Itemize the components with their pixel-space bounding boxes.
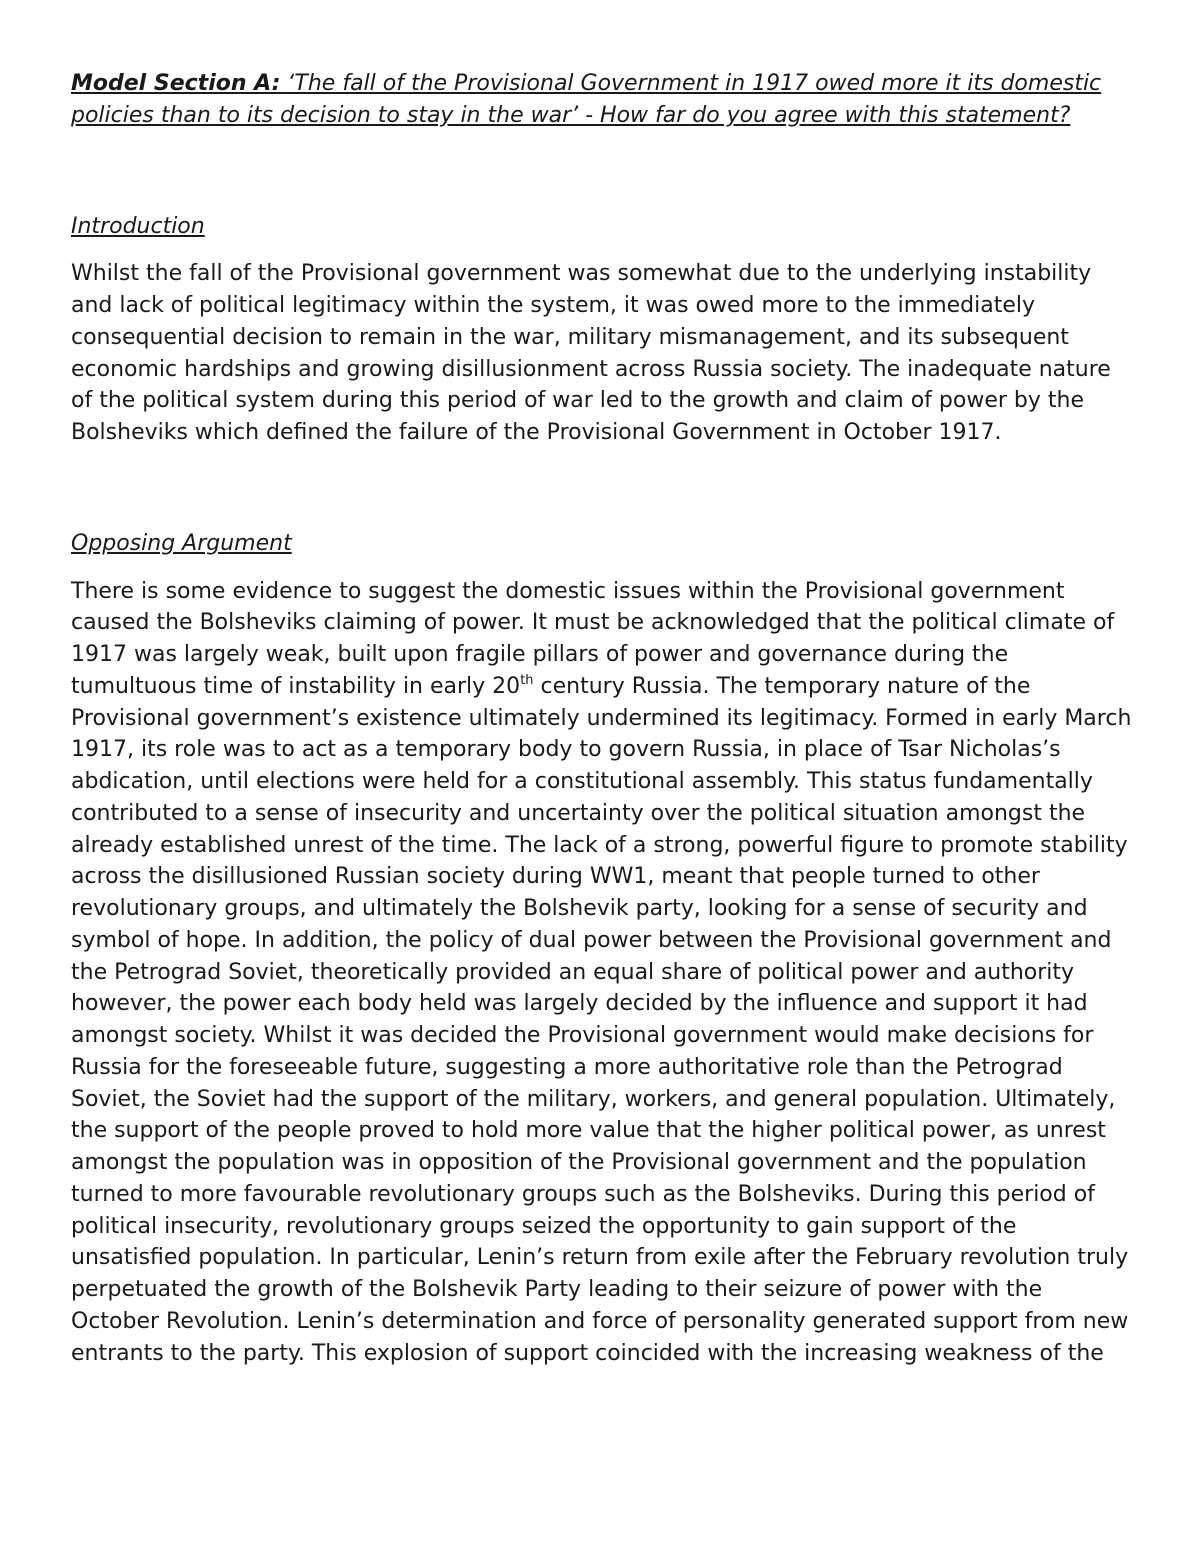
ordinal-superscript: th (520, 672, 534, 688)
opposing-text-part-1: There is some evidence to suggest the domestic issues within the Provisional government caused the Bolsheviks claiming of power. It must be acknowledged that the political climate of 1917 was largely weak, built upon fragile pillars of power and governance during the tumultuous time of instability in early 20 (71, 578, 1115, 699)
document-title (71, 68, 1133, 132)
opposing-argument-paragraph (71, 576, 1133, 1370)
opposing-argument-heading: Opposing Argument (71, 530, 292, 556)
title-section-label: Model Section A: (71, 71, 281, 96)
introduction-paragraph: Whilst the fall of the Provisional government was somewhat due to the underlying instability and lack of political legitimacy within the system, it was owed more to the immediately consequential decision to remain in the war, military mismanagement, and its subsequent economic hardships and growing disillusionment across Russia society. The inadequate nature of the political system during this period of war led to the growth and claim of power by the Bolsheviks which defined the failure of the Provisional Government in October 1917. (71, 261, 1111, 445)
document-page (71, 68, 1133, 1369)
opposing-text-part-2: century Russia. The temporary nature of the Provisional government’s existence ultimately undermined its legitimacy. Formed in early March 1917, its role was to act as a temporary body to govern Russia, in place of Tsar Nicholas’s abdication, until elections were held for a constitutional assembly. This status fundamentally contributed to a sense of insecurity and uncertainty over the political situation amongst the already established unrest of the time. The lack of a strong, powerful figure to promote stability across the disillusioned Russian society during WW1, meant that people turned to other revolutionary groups, and ultimately the Bolshevik party, looking for a sense of security and symbol of hope. In addition, the policy of dual power between the Provisional government and the Petrograd Soviet, theoretically provided an equal share of political power and authority however, the power each body held was largely decided by the influence and support it had amongst society. Whilst it was decided the Provisional government would make decisions for Russia for the foreseeable future, suggesting a more authoritative role than the Petrograd Soviet, the Soviet had the support of the military, workers, and general population. Ultimately, the support of the people proved to hold more value that the higher political power, as unrest amongst the population was in opposition of the Provisional government and the population turned to more favourable revolutionary groups such as the Bolsheviks. During this period of political insecurity, revolutionary groups seized the opportunity to gain support of the unsatisfied population. In particular, Lenin’s return from exile after the February revolution truly perpetuated the growth of the Bolshevik Party leading to their seizure of power with the October Revolution. Lenin’s determination and force of personality generated support from new entrants to the party. This explosion of support coincided with the increasing weakness of the (71, 673, 1132, 1366)
title-question: ‘The fall of the Provisional Government in 1917 owed more it its domestic policies than to its decision to stay in the war’ - How far do you agree with this statement? (71, 71, 1102, 128)
introduction-heading: Introduction (71, 213, 205, 239)
